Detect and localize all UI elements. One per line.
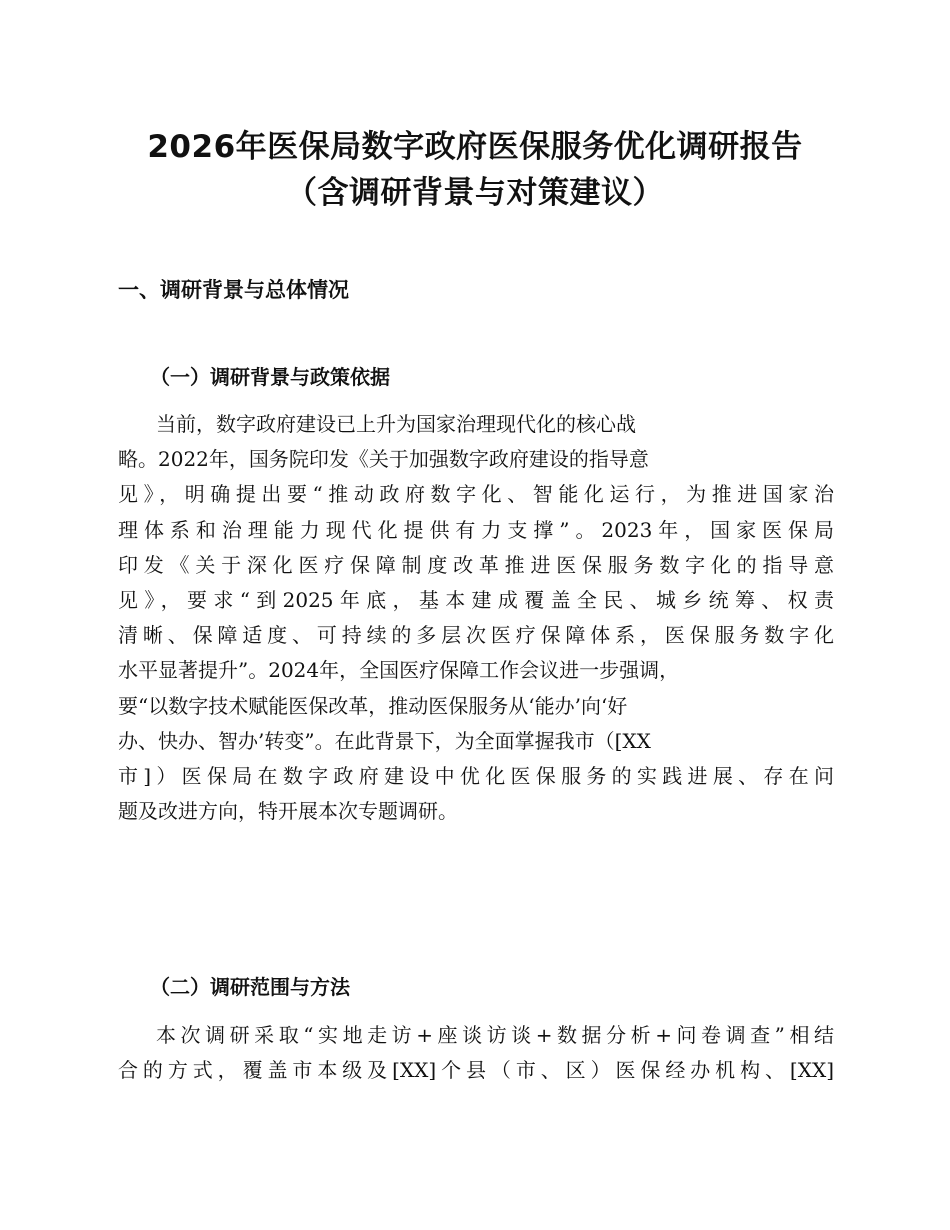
- paragraph-line: 水平显著提升”。2024年，全国医疗保障工作会议进一步强调，: [118, 658, 680, 683]
- paragraph-line: 略。2022年，国务院印发《关于加强数字政府建设的指导意: [118, 447, 649, 472]
- paragraph-line: 题及改进方向，特开展本次专题调研。: [118, 799, 458, 824]
- paragraph-line: 见》，要求“到2025年底，基本建成覆盖全民、城乡统筹、权责: [118, 587, 834, 612]
- subsection-heading-scope-methods: （二）调研范围与方法: [150, 975, 350, 999]
- paragraph-line: 清晰、保障适度、可持续的多层次医疗保障体系，医保服务数字化: [118, 623, 834, 648]
- paragraph-line: 当前，数字政府建设已上升为国家治理现代化的核心战: [156, 412, 636, 436]
- paragraph-line: 见》，明确提出要“推动政府数字化、智能化运行，为推进国家治: [118, 482, 834, 507]
- paragraph-line: 合的方式，覆盖市本级及[XX]个县（市、区）医保经办机构、[XX]: [118, 1058, 834, 1083]
- paragraph-line: 市]）医保局在数字政府建设中优化医保服务的实践进展、存在问: [118, 763, 834, 788]
- paragraph-background: [118, 407, 834, 829]
- subsection-heading-policy-basis: （一）调研背景与政策依据: [150, 365, 390, 389]
- paragraph-line: 要“以数字技术赋能医保改革，推动医保服务从‘能办’向‘好: [118, 693, 628, 718]
- paragraph-line: 印发《关于深化医疗保障制度改革推进医保服务数字化的指导意: [118, 552, 834, 577]
- document-title-line-1: 2026年医保局数字政府医保服务优化调研报告: [147, 129, 803, 165]
- document-title-line-2: （含调研背景与对策建议）: [286, 175, 664, 211]
- section-heading-background: 一、调研背景与总体情况: [118, 278, 349, 302]
- paragraph-line: 办、快办、智办’转变”。在此背景下，为全面掌握我市（[XX: [118, 728, 651, 753]
- paragraph-line: 本次调研采取“实地走访+座谈访谈+数据分析+问卷调查”相结: [156, 1023, 834, 1047]
- paragraph-scope-methods: [118, 1018, 834, 1088]
- paragraph-line: 理体系和治理能力现代化提供有力支撑”。2023年，国家医保局: [118, 517, 834, 542]
